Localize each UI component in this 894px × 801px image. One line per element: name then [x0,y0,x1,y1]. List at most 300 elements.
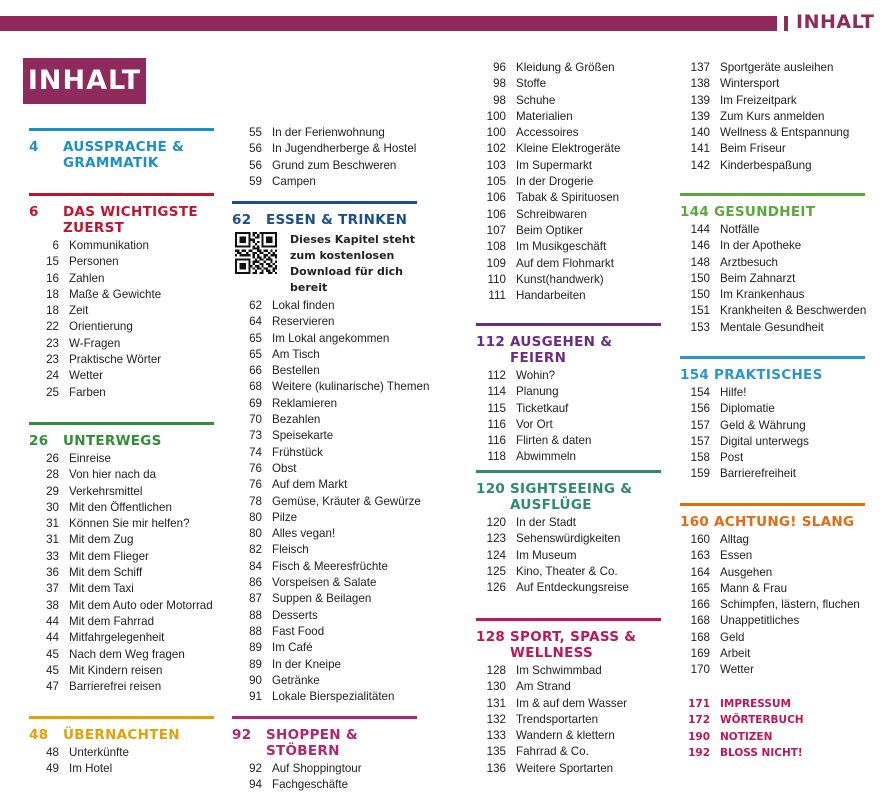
entry-page-number: 18 [46,304,59,318]
toc-entry[interactable] [680,613,865,629]
toc-entry[interactable] [476,580,661,596]
entry-page-number: 69 [249,396,262,410]
toc-entry[interactable] [476,515,661,531]
section-heading[interactable] [680,359,865,383]
toc-entry[interactable] [232,125,417,141]
toc-entry[interactable] [680,450,865,466]
entry-title: Handarbeiten [516,289,586,303]
toc-entry[interactable] [476,256,661,272]
toc-entry[interactable] [29,368,214,384]
toc-entry[interactable] [476,679,661,695]
toc-entry[interactable] [29,565,214,581]
section-title: AUSGEHEN & FEIERN [510,334,613,366]
entry-page-number: 139 [690,109,710,123]
toc-entry[interactable] [232,657,417,673]
toc-entry[interactable] [29,614,214,630]
toc-entry[interactable] [680,434,865,450]
entry-page-number: 98 [493,77,506,91]
toc-entry[interactable] [680,238,865,254]
toc-entry[interactable] [232,174,417,190]
section-heading[interactable] [232,204,417,228]
entry-page-number: 150 [690,271,710,285]
entry-page-number: 130 [486,680,506,694]
toc-entry[interactable] [232,347,417,363]
entry-title: Einreise [69,452,111,465]
entry-page-number: 136 [486,761,506,775]
toc-entry[interactable] [476,712,661,728]
entry-page-number: 150 [690,288,710,302]
entry-title: Sportgeräte ausleihen [720,61,834,74]
entry-page-number: 89 [249,641,262,655]
entry-page-number: 106 [486,207,506,221]
entry-page-number: 45 [46,663,59,677]
toc-entry[interactable] [232,575,417,591]
toc-entry[interactable] [232,428,417,444]
toc-entry[interactable] [476,207,661,223]
toc-entry[interactable] [29,451,214,467]
toc-entry[interactable] [680,320,865,336]
toc-section [476,470,661,596]
toc-entry[interactable] [29,271,214,287]
entry-title: Mitfahrgelegenheit [69,631,165,645]
toc-entry[interactable] [680,385,865,401]
entry-page-number: 110 [487,272,506,286]
entry-title: Vorspeisen & Salate [272,576,377,590]
entry-list [680,222,865,336]
toc-entry[interactable] [680,712,865,728]
entry-title: Im Lokal angekommen [272,331,390,345]
toc-entry[interactable] [476,696,661,712]
entry-page-number: 62 [249,299,262,312]
toc-entry[interactable] [476,663,661,679]
qr-code-icon[interactable] [234,232,278,274]
toc-entry[interactable] [476,141,661,157]
entry-page-number: 163 [690,549,710,563]
entry-list [29,238,214,401]
toc-entry[interactable] [29,352,214,368]
entry-title: Mit den Öffentlichen [69,500,172,514]
entry-title: Kino, Theater & Co. [516,564,618,578]
toc-entry[interactable] [476,564,661,580]
entry-title: Bezahlen [272,413,321,427]
entry-page-number: 103 [486,158,506,172]
entry-page-number: 82 [249,543,262,557]
entry-title: Reservieren [272,315,335,329]
toc-entry[interactable] [680,696,865,712]
entry-page-number: 30 [46,500,59,514]
entry-title: Auf Entdeckungsreise [516,581,629,595]
toc-entry[interactable] [680,630,865,646]
entry-title: Arztbesuch [720,255,778,269]
toc-entry[interactable] [29,238,214,254]
entry-title: Zahlen [69,271,105,285]
toc-entry[interactable] [680,548,865,564]
section-page-number: 160 [680,514,710,530]
entry-title: Unappetitliches [720,614,800,628]
toc-entry[interactable] [680,158,865,174]
toc-entry[interactable] [680,271,865,287]
entry-page-number: 154 [690,386,710,399]
toc-entry[interactable] [232,331,417,347]
top-color-bar-end [784,16,788,31]
entry-page-number: 80 [249,527,262,541]
entry-page-number: 131 [486,696,506,710]
entry-title: Auf Shoppingtour [272,762,362,775]
entry-page-number: 109 [486,256,506,270]
section-heading[interactable] [476,621,661,661]
toc-entry[interactable] [680,662,865,678]
toc-entry[interactable] [29,761,214,777]
entry-title: Mit dem Taxi [69,582,134,596]
toc-entry[interactable] [476,190,661,206]
entry-title: Mit dem Fahrrad [69,614,155,628]
toc-entry[interactable] [29,516,214,532]
entry-title: Mit dem Schiff [69,566,143,580]
entry-page-number: 112 [487,369,506,382]
toc-entry[interactable] [680,565,865,581]
toc-entry[interactable] [232,608,417,624]
toc-section [680,503,865,679]
entry-title: Tabak & Spirituosen [516,191,620,205]
entry-title: Accessoires [516,126,579,140]
section-title: ACHTUNG! SLANG [714,514,855,530]
entry-title: Materialien [516,109,573,123]
toc-entry[interactable] [29,336,214,352]
entry-title: Mit dem Flieger [69,549,149,563]
section-heading[interactable] [29,425,214,449]
entry-title: Im & auf dem Wasser [516,696,628,710]
entry-page-number: 144 [690,223,710,236]
entry-page-number: 100 [486,126,506,140]
entry-title: Sehenswürdigkeiten [516,532,621,546]
toc-entry[interactable] [232,510,417,526]
entry-title: Lokal finden [272,299,335,312]
toc-entry[interactable] [29,254,214,270]
entry-title: Schimpfen, lästern, fluchen [720,598,860,612]
toc-entry[interactable] [29,679,214,695]
toc-entry[interactable] [232,526,417,542]
toc-entry[interactable] [476,174,661,190]
entry-page-number: 159 [690,467,710,481]
entry-page-number: 48 [46,746,59,759]
toc-entry[interactable] [476,401,661,417]
section-heading[interactable] [680,506,865,530]
entry-title: Wellness & Entspannung [720,126,850,140]
entry-page-number: 135 [486,745,506,759]
entry-title: Ticketkauf [516,401,569,415]
toc-entry[interactable] [680,532,865,548]
entry-title: Suppen & Beilagen [272,592,372,606]
entry-page-number: 116 [487,417,506,431]
entry-title: Schuhe [516,93,556,107]
entry-title: Notfälle [720,223,760,236]
entry-page-number: 37 [46,582,59,596]
entry-page-number: 26 [46,452,59,465]
section-title: PRAKTISCHES [714,367,823,383]
section-title: DAS WICHTIGSTE ZUERST [63,204,198,236]
entry-title: BLOSS NICHT! [720,746,803,759]
entry-page-number: 114 [487,385,506,399]
section-heading[interactable] [29,131,214,171]
toc-entry[interactable] [29,385,214,401]
entry-page-number: 18 [46,287,59,301]
toc-entry[interactable] [680,60,865,76]
toc-entry[interactable] [680,745,865,761]
toc-entry[interactable] [232,363,417,379]
entry-title: Essen [720,549,753,563]
entry-title: Von hier nach da [69,468,157,482]
section-page-number: 48 [29,727,49,743]
entry-title: Im Freizeitpark [720,93,797,107]
entry-title: Wetter [69,369,103,383]
toc-entry[interactable] [680,141,865,157]
toc-entry[interactable] [29,287,214,303]
section-heading[interactable] [29,196,214,236]
toc-entry[interactable] [476,417,661,433]
toc-entry[interactable] [680,222,865,238]
entry-title: Kinderbespaßung [720,158,812,172]
toc-entry[interactable] [476,223,661,239]
toc-entry[interactable] [680,287,865,303]
section-page-number: 26 [29,433,49,449]
toc-entry[interactable] [29,303,214,319]
toc-entry[interactable] [680,76,865,92]
toc-entry[interactable] [232,494,421,510]
entry-list [680,532,865,679]
toc-entry[interactable] [232,777,417,793]
entry-title: Barrierefrei reisen [69,680,162,694]
toc-entry[interactable] [232,396,417,412]
toc-entry[interactable] [476,272,661,288]
entry-title: Fisch & Meeresfrüchte [272,559,388,573]
toc-entry[interactable] [680,109,865,125]
entry-title: Beim Optiker [516,223,584,237]
entry-page-number: 124 [486,548,506,562]
toc-entry[interactable] [232,542,417,558]
entry-page-number: 74 [249,445,262,459]
toc-entry[interactable] [680,581,865,597]
toc-entry[interactable] [29,319,214,335]
entry-page-number: 66 [249,364,262,378]
toc-entry[interactable] [29,484,214,500]
entry-title: Fast Food [272,624,325,638]
entry-list [476,515,661,596]
toc-entry[interactable] [232,761,417,777]
entry-page-number: 28 [46,468,59,482]
download-note[interactable] [232,232,417,296]
entry-page-number: 157 [690,418,710,432]
section-heading[interactable] [476,326,661,366]
toc-entry[interactable] [29,663,214,679]
toc-entry[interactable] [680,93,865,109]
toc-entry[interactable] [476,239,661,255]
toc-entry[interactable] [476,109,661,125]
entry-title: Verkehrsmittel [69,484,143,498]
entry-list [232,298,430,705]
toc-entry[interactable] [232,673,417,689]
toc-entry[interactable] [232,314,417,330]
toc-entry[interactable] [29,500,214,516]
page-title: INHALT [23,58,146,104]
toc-entry[interactable] [232,640,417,656]
entry-title: Planung [516,385,559,399]
entry-title: Mentale Gesundheit [720,320,824,334]
toc-entry[interactable] [680,418,865,434]
entry-title: Kunst(handwerk) [516,272,604,286]
entry-title: In der Kneipe [272,657,341,671]
toc-entry[interactable] [29,745,214,761]
entry-page-number: 190 [688,730,710,743]
toc-entry[interactable] [232,158,417,174]
toc-entry[interactable] [680,401,865,417]
entry-title: Wetter [720,663,754,677]
section-page-number: 92 [232,727,252,743]
toc-entry[interactable] [232,689,417,705]
toc-entry[interactable] [680,255,865,271]
toc-entry[interactable] [232,445,417,461]
entry-page-number: 165 [690,581,710,595]
toc-entry[interactable] [232,624,417,640]
toc-entry[interactable] [232,559,417,575]
entry-page-number: 172 [688,714,710,727]
entry-page-number: 171 [688,698,710,710]
entry-title: Zum Kurs anmelden [720,109,825,123]
entry-title: NOTIZEN [720,730,773,743]
entry-title: Post [720,451,744,465]
entry-page-number: 98 [493,93,506,107]
toc-entry[interactable] [29,647,214,663]
entry-title: Kleidung & Größen [516,61,615,74]
toc-entry[interactable] [476,76,661,92]
section-heading[interactable] [232,719,417,759]
toc-entry[interactable] [29,532,214,548]
toc-entry[interactable] [476,761,661,777]
entry-title: Campen [272,174,316,188]
toc-entry[interactable] [680,597,865,613]
toc-entry[interactable] [476,93,661,109]
toc-entry[interactable] [232,591,417,607]
entry-page-number: 137 [690,61,710,74]
entry-page-number: 111 [488,289,506,303]
entry-page-number: 142 [690,158,710,172]
entry-page-number: 90 [249,673,262,687]
toc-section [680,356,865,483]
entry-page-number: 6 [52,239,59,252]
toc-entry[interactable] [232,412,417,428]
entry-page-number: 166 [690,598,710,612]
entry-title: Speisekarte [272,429,334,443]
entry-list [680,385,865,483]
entry-title: Krankheiten & Beschwerden [720,304,867,318]
entry-page-number: 168 [690,630,710,644]
toc-entry[interactable] [29,581,214,597]
entry-title: Fachgeschäfte [272,778,349,792]
toc-entry[interactable] [232,141,417,157]
toc-entry[interactable] [476,433,661,449]
entry-title: Reklamieren [272,396,338,410]
toc-entry[interactable] [476,368,661,384]
entry-page-number: 100 [486,109,506,123]
toc-entry[interactable] [476,531,661,547]
toc-entry[interactable] [29,598,214,614]
entry-page-number: 56 [249,158,262,172]
entry-title: Maße & Gewichte [69,287,162,301]
entry-page-number: 31 [46,533,59,547]
toc-entry[interactable] [476,158,661,174]
entry-page-number: 22 [46,320,59,334]
entry-title: Weitere Sportarten [516,761,614,775]
toc-entry[interactable] [29,549,214,565]
toc-entry[interactable] [232,298,417,314]
entry-page-number: 115 [487,401,506,415]
entry-title: Grund zum Beschweren [272,158,397,172]
toc-entry[interactable] [29,630,214,646]
toc-entry[interactable] [476,449,661,465]
entry-page-number: 164 [690,565,710,579]
toc-section [29,193,214,401]
toc-entry[interactable] [232,461,417,477]
entry-title: Alltag [720,533,750,546]
entry-page-number: 92 [249,762,262,775]
toc-entry[interactable] [476,60,661,76]
entry-title: Im Museum [516,548,577,562]
toc-entry[interactable] [680,729,865,745]
section-page-number: 6 [29,204,39,220]
section-heading[interactable] [29,719,214,743]
entry-page-number: 64 [249,315,262,329]
entry-page-number: 146 [690,239,710,253]
entry-page-number: 25 [46,385,59,399]
entry-title: Barrierefreiheit [720,467,797,481]
toc-entry[interactable] [680,125,865,141]
toc-entry[interactable] [680,303,865,319]
entry-title: Personen [69,255,119,269]
toc-entry[interactable] [476,548,661,564]
section-page-number: 4 [29,139,39,155]
entry-page-number: 128 [486,664,506,677]
entry-title: IMPRESSUM [720,698,791,710]
toc-entry[interactable] [29,467,214,483]
running-header: INHALT [796,11,875,33]
entry-page-number: 47 [46,680,59,694]
toc-entry[interactable] [476,125,661,141]
toc-entry[interactable] [476,728,661,744]
toc-section [476,323,661,466]
toc-entry[interactable] [476,744,661,760]
section-heading[interactable] [680,196,865,220]
entry-list [476,60,661,304]
entry-title: In der Apotheke [720,239,802,253]
entry-page-number: 56 [249,142,262,156]
toc-entry[interactable] [476,384,661,400]
toc-entry[interactable] [232,477,417,493]
section-page-number: 128 [476,629,506,645]
entry-page-number: 192 [688,746,710,759]
entry-title: Wintersport [720,77,780,91]
toc-entry[interactable] [680,646,865,662]
entry-page-number: 126 [486,581,506,595]
entry-page-number: 45 [46,647,59,661]
toc-entry[interactable] [476,288,661,304]
entry-title: Am Tisch [272,347,320,361]
toc-entry[interactable] [232,379,430,395]
toc-continuation [232,123,417,190]
entry-page-number: 160 [690,533,710,546]
section-heading[interactable] [476,473,661,513]
entry-title: Im Café [272,641,313,655]
toc-entry[interactable] [680,466,865,482]
section-title: SPORT, SPASS & WELLNESS [510,629,637,661]
